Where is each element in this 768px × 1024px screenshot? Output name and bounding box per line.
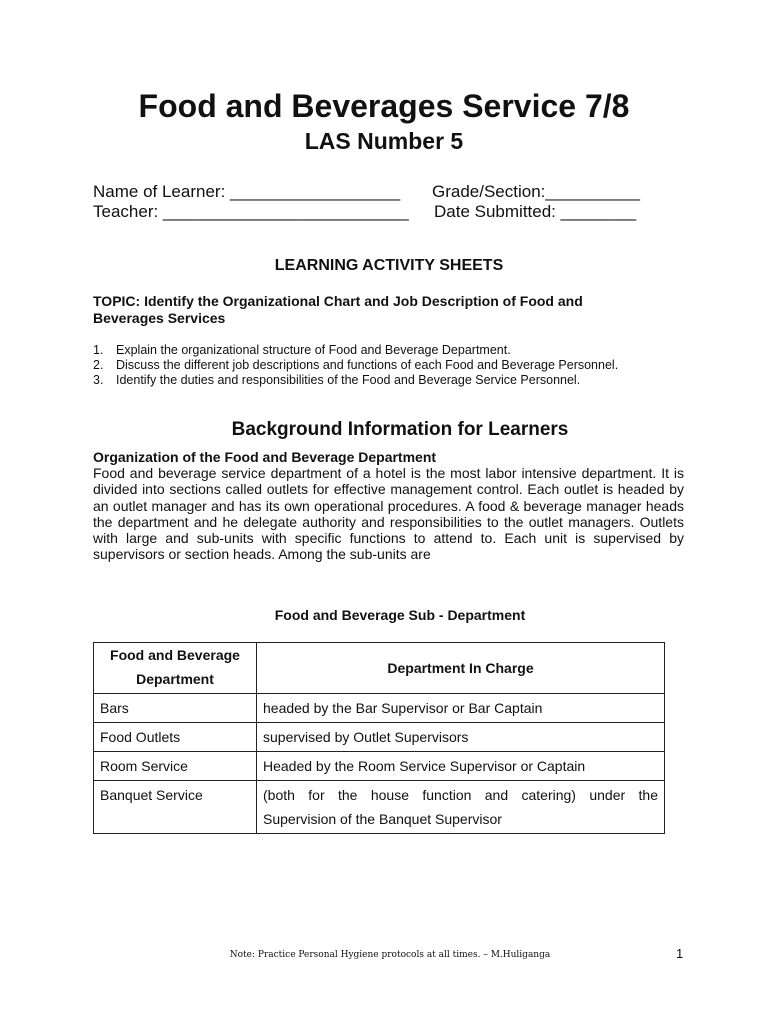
grade-section-field[interactable]: Grade/Section:__________: [432, 182, 640, 201]
name-of-learner-field[interactable]: Name of Learner: __________________: [93, 182, 401, 201]
table-title: Food and Beverage Sub - Department: [274, 607, 526, 623]
objective-number: 1.: [93, 343, 104, 357]
objective-text: Explain the organizational structure of Food and Beverage Department.: [116, 343, 511, 357]
organization-heading: Organization of the Food and Beverage Department: [93, 449, 437, 465]
table-row: [94, 752, 665, 781]
page-number: 1: [676, 946, 684, 961]
objective-item: [93, 373, 653, 388]
column-header-in-charge: Department In Charge: [257, 643, 665, 694]
objective-text: Discuss the different job descriptions and functions of each Food and Beverage Personnel.: [116, 358, 619, 372]
document-title: Food and Beverages Service 7/8: [138, 88, 630, 124]
department-cell: Bars: [94, 694, 257, 723]
organization-paragraph: Food and beverage service department of a hotel is the most labor intensive department. It is divided into sections called outlets for effective management control. Each outlet is headed by an outlet manager and has its own operational procedures. A food & beverage manager heads the department and he delegate authority and responsibilities to the outlet managers. Outlets with large and sub-units with specific functions to attend to. Each unit is supervised by supervisors or section heads. Among the sub-units are: [93, 465, 684, 563]
table-row: [94, 694, 665, 723]
table-row: [94, 781, 665, 834]
objectives-list: [93, 343, 653, 388]
column-header-department: Food and Beverage Department: [94, 643, 257, 694]
in-charge-cell: headed by the Bar Supervisor or Bar Captain: [257, 694, 665, 723]
document-subtitle: LAS Number 5: [304, 128, 464, 154]
objective-text: Identify the duties and responsibilities of the Food and Beverage Service Personnel.: [116, 373, 581, 387]
objective-item: [93, 358, 653, 373]
objective-number: 2.: [93, 358, 104, 372]
objective-number: 3.: [93, 373, 104, 387]
footer-note: Note: Practice Personal Hygiene protocols at all times. – M.Huliganga: [229, 950, 551, 960]
department-cell: Food Outlets: [94, 723, 257, 752]
date-submitted-field[interactable]: Date Submitted: ________: [434, 202, 637, 221]
in-charge-cell: Headed by the Room Service Supervisor or Captain: [257, 752, 665, 781]
department-cell: Banquet Service: [94, 781, 257, 834]
department-cell: Room Service: [94, 752, 257, 781]
in-charge-cell: supervised by Outlet Supervisors: [257, 723, 665, 752]
background-heading: Background Information for Learners: [231, 419, 569, 440]
in-charge-cell: (both for the house function and catering) under the Supervision of the Banquet Supervisor: [257, 781, 665, 834]
topic-heading: TOPIC: Identify the Organizational Chart and Job Description of Food and Beverages Services: [93, 293, 583, 326]
table-header-row: [94, 643, 665, 694]
learner-info-row: [93, 181, 653, 203]
teacher-field[interactable]: Teacher: __________________________: [93, 202, 409, 221]
objective-item: [93, 343, 653, 358]
teacher-info-row: [93, 201, 653, 223]
las-heading: LEARNING ACTIVITY SHEETS: [274, 257, 504, 274]
sub-department-table: [93, 642, 665, 834]
table-row: [94, 723, 665, 752]
